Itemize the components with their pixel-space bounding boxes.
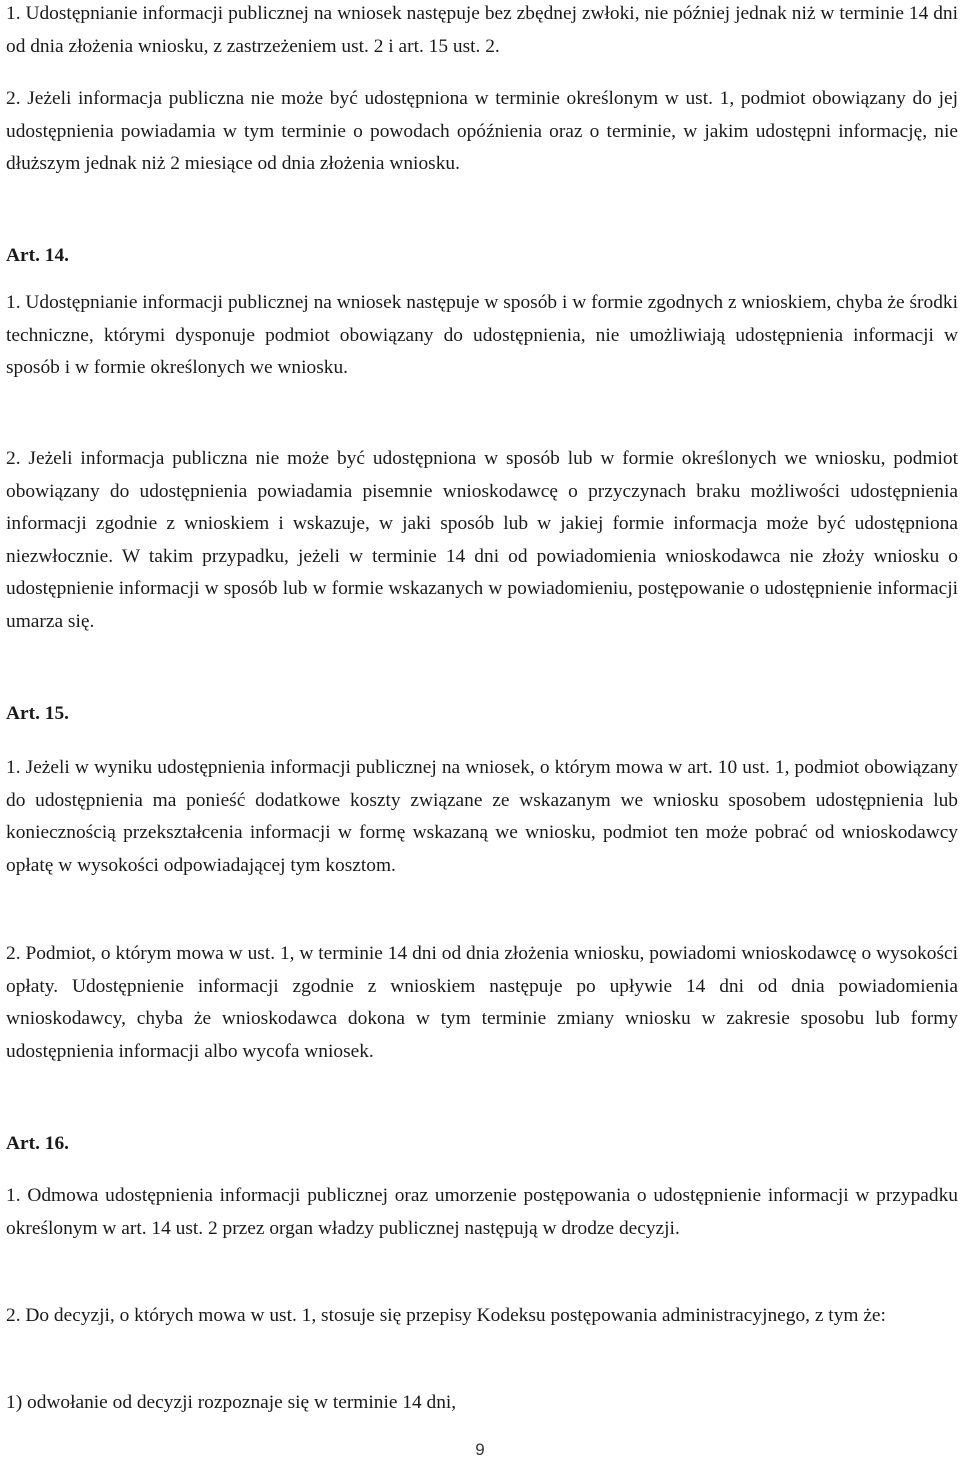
- page-number: 9: [475, 1440, 485, 1459]
- article-heading-15: Art. 15.: [6, 703, 70, 724]
- article-heading-16: Art. 16.: [6, 1133, 70, 1154]
- paragraph-art14-ust2: 2. Jeżeli informacja publiczna nie może być udostępniona w sposób lub w formie określonych we wniosku, podmiot obowiązany do udostępnienia powiadamia pisemnie wnioskodawcę o przyczynach braku możliwości udostępnienia informacji zgodnie z wnioskiem i wskazuje, w jaki sposób lub w jakiej formie informacja może być udostępniona niezwłocznie. W takim przypadku, jeżeli w terminie 14 dni od powiadomienia wnioskodawca nie złoży wniosku o udostępnienie informacji w sposób lub w formie wskazanych w powiadomieniu, postępowanie o udostępnienie informacji umarza się.: [6, 448, 958, 632]
- paragraph-art13-ust2: 2. Jeżeli informacja publiczna nie może być udostępniona w terminie określonym w ust. 1, podmiot obowiązany do jej udostępnienia powiadamia w tym terminie o powodach opóźnienia oraz o terminie, w jakim udostępni informację, nie dłuższym jednak niż 2 miesiące od dnia złożenia wniosku.: [6, 88, 958, 175]
- article-heading-14: Art. 14.: [6, 245, 70, 266]
- paragraph-art14-ust1: 1. Udostępnianie informacji publicznej na wniosek następuje w sposób i w formie zgodnych z wnioskiem, chyba że środki techniczne, którymi dysponuje podmiot obowiązany do udostępnienia, nie umożliwiają udostępnienia informacji w sposób i w formie określonych we wniosku.: [6, 292, 958, 379]
- paragraph-art15-ust1: 1. Jeżeli w wyniku udostępnienia informacji publicznej na wniosek, o którym mowa w art. 10 ust. 1, podmiot obowiązany do udostępnienia ma ponieść dodatkowe koszty związane ze wskazanym we wniosku sposobem udostępnienia lub koniecznością przekształcenia informacji w formę wskazaną we wniosku, podmiot ten może pobrać od wnioskodawcy opłatę w wysokości odpowiadającej tym kosztom.: [6, 757, 958, 876]
- paragraph-art16-ust2: 2. Do decyzji, o których mowa w ust. 1, stosuje się przepisy Kodeksu postępowania administracyjnego, z tym że:: [6, 1305, 886, 1326]
- paragraph-art13-ust1: 1. Udostępnianie informacji publicznej na wniosek następuje bez zbędnej zwłoki, nie później jednak niż w terminie 14 dni od dnia złożenia wniosku, z zastrzeżeniem ust. 2 i art. 15 ust. 2.: [6, 3, 958, 57]
- paragraph-art16-ust1: 1. Odmowa udostępnienia informacji publicznej oraz umorzenie postępowania o udostępnienie informacji w przypadku określonym w art. 14 ust. 2 przez organ władzy publicznej następują w drodze decyzji.: [6, 1185, 958, 1239]
- paragraph-art16-ust2-pkt1: 1) odwołanie od decyzji rozpoznaje się w terminie 14 dni,: [6, 1392, 457, 1413]
- paragraph-art15-ust2: 2. Podmiot, o którym mowa w ust. 1, w terminie 14 dni od dnia złożenia wniosku, powiadomi wnioskodawcę o wysokości opłaty. Udostępnienie informacji zgodnie z wnioskiem następuje po upływie 14 dni od dnia powiadomienia wnioskodawcy, chyba że wnioskodawca dokona w tym terminie zmiany wniosku w zakresie sposobu lub formy udostępnienia informacji albo wycofa wniosek.: [6, 943, 958, 1062]
